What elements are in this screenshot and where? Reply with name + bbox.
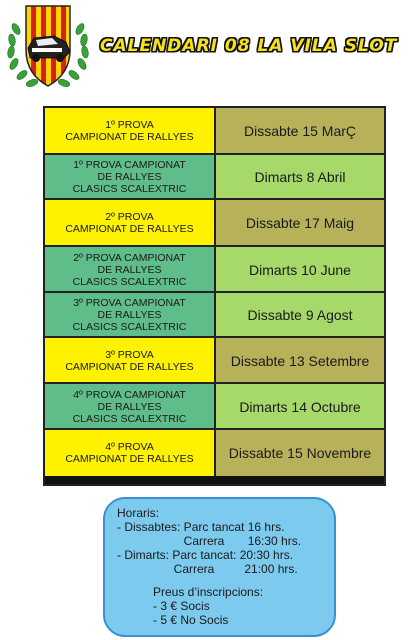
- info-box: [103, 497, 336, 637]
- event-date-cell: Dissabte 15 MarÇ: [216, 108, 384, 154]
- table-row: [45, 155, 384, 199]
- event-name-cell: 3º PROVA CAMPIONAT DE RALLYES CLASICS SCALEXTRIC: [45, 293, 216, 337]
- table-row: [45, 430, 384, 476]
- event-name-cell: 1º PROVA CAMPIONAT DE RALLYES: [45, 108, 216, 154]
- horaris-label: Horaris:: [117, 506, 160, 520]
- dimarts-schedule-line2: Carrera 21:00 hrs.: [117, 562, 298, 576]
- event-name-cell: 1º PROVA CAMPIONAT DE RALLYES CLASICS SCALEXTRIC: [45, 155, 216, 199]
- event-date-cell: Dissabte 13 Setembre: [216, 338, 384, 383]
- preu-socis: - 3 € Socis: [153, 599, 210, 613]
- event-name-cell: 4º PROVA CAMPIONAT DE RALLYES: [45, 430, 216, 476]
- event-date-cell: Dimarts 14 Octubre: [216, 384, 384, 429]
- event-date-cell: Dissabte 15 Novembre: [216, 430, 384, 476]
- event-date-cell: Dissabte 17 Maig: [216, 200, 384, 246]
- event-name-cell: 3º PROVA CAMPIONAT DE RALLYES: [45, 338, 216, 383]
- dissabtes-schedule-line1: - Dissabtes: Parc tancat 16 hrs.: [117, 520, 285, 534]
- page-title: CALENDARI 08 LA VILA SLOT: [100, 36, 398, 56]
- table-row: [45, 293, 384, 337]
- event-date-cell: Dimarts 10 June: [216, 247, 384, 292]
- table-row: [45, 108, 384, 154]
- preu-no-socis: - 5 € No Socis: [153, 613, 229, 627]
- event-name-cell: 2º PROVA CAMPIONAT DE RALLYES CLASICS SCALEXTRIC: [45, 247, 216, 292]
- dimarts-schedule-line1: - Dimarts: Parc tancat: 20:30 hrs.: [117, 548, 294, 562]
- club-logo-icon: [4, 2, 92, 94]
- event-date-cell: Dimarts 8 Abril: [216, 155, 384, 199]
- event-date-cell: Dissabte 9 Agost: [216, 293, 384, 337]
- event-name-cell: 2º PROVA CAMPIONAT DE RALLYES: [45, 200, 216, 246]
- table-row: [45, 338, 384, 383]
- table-row: [45, 247, 384, 292]
- table-row: [45, 200, 384, 246]
- calendar-table: [43, 106, 386, 486]
- dissabtes-schedule-line2: Carrera 16:30 hrs.: [117, 534, 302, 548]
- table-row: [45, 384, 384, 429]
- preus-label: Preus d’inscripcions:: [153, 585, 264, 599]
- event-name-cell: 4º PROVA CAMPIONAT DE RALLYES CLASICS SCALEXTRIC: [45, 384, 216, 429]
